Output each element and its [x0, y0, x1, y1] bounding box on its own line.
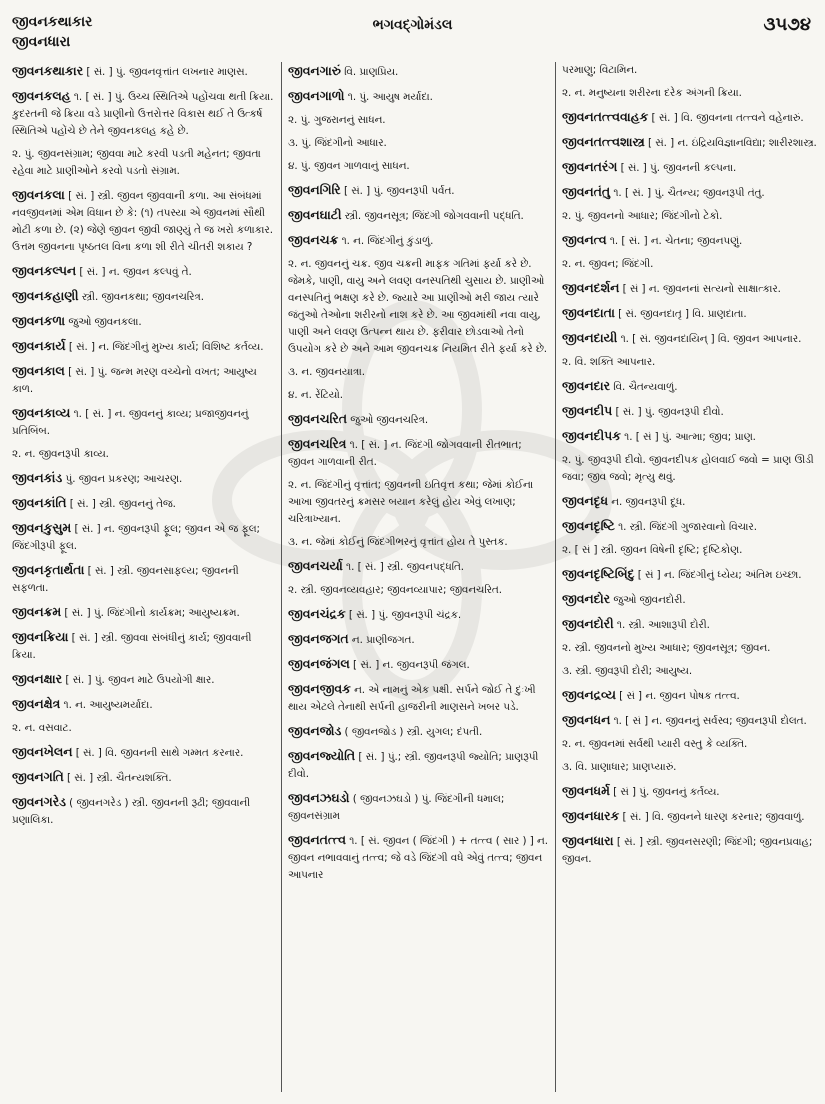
dictionary-entry	[288, 62, 548, 81]
dictionary-entry	[288, 87, 548, 106]
dictionary-entry	[288, 680, 548, 716]
dictionary-entry	[562, 663, 818, 680]
dictionary-entry	[562, 736, 818, 753]
entry-headword: જીવનજગત	[288, 631, 349, 646]
entry-definition: [ સં. ] પું. જન્મ મરણ વચ્ચેનો વખત; આયુષ્ય કાળ.	[12, 366, 257, 395]
entry-definition: ૩. ન. જીવનયાત્રા.	[288, 366, 366, 378]
entry-definition: સ્ત્રી. જીવનકથા; જીવનચરિત્ર.	[78, 291, 205, 303]
entry-headword: જીવનદીપ	[562, 403, 613, 418]
dictionary-entry	[562, 640, 818, 657]
entry-definition: [ સં. ] પું. જીવનવૃત્તાંત લખનાર માણસ.	[83, 66, 248, 78]
dictionary-entry	[288, 256, 548, 358]
entry-headword: જીવનક્ષાર	[12, 671, 63, 686]
dictionary-entry	[288, 722, 548, 741]
entry-definition: [ સં ] ન. જીવનનાં સત્યનો સાક્ષાત્કાર.	[619, 283, 781, 295]
entry-definition: [ સં ] પું. જીવનનું કર્તવ્ય.	[609, 786, 720, 798]
dictionary-entry	[562, 354, 818, 371]
dictionary-entry	[562, 304, 818, 323]
entry-definition: [ સં. ] વિ. જીવનની સાથે ગમ્મત કરનાર.	[72, 747, 244, 759]
dictionary-entry	[288, 831, 548, 884]
entry-headword: જીવનદાર	[562, 378, 611, 393]
dictionary-entry	[562, 133, 818, 152]
dictionary-entry	[12, 793, 274, 829]
entry-definition: ૨. ન. જીવન; જિંદગી.	[562, 258, 654, 270]
entry-definition: [ સં. ] ન. ઇંદ્રિયવિજ્ઞાનવિદ્યા; શારીરશાસ્ત્ર.	[644, 137, 817, 149]
entry-headword: જીવનઝઘડો	[288, 790, 350, 805]
entry-headword: જીવનકાલ	[12, 363, 65, 378]
dictionary-entry	[12, 362, 274, 398]
dictionary-entry	[12, 768, 274, 787]
dictionary-entry	[12, 494, 274, 513]
entry-definition: ૨. પું. જીવનનો આધાર; જિંદગીનો ટેકો.	[562, 210, 723, 222]
dictionary-entry	[288, 789, 548, 825]
dictionary-entry	[12, 186, 274, 256]
entry-definition: [ સં. ] પું.; સ્ત્રી. જીવનરૂપી જ્યોતિ; પ્રાણરૂપી દીવો.	[288, 751, 539, 780]
entry-headword: જીવનદાયી	[562, 330, 618, 345]
entry-definition: સ્ત્રી. જીવનસૂત્ર; જિંદગી જોગવવાની પદ્ધતિ.	[341, 210, 524, 222]
dictionary-entry	[562, 427, 818, 446]
entry-definition: ૨. ન. મનુષ્યના શરીરના દરેક અંગની ક્રિયા.	[562, 87, 742, 99]
dictionary-entry	[288, 387, 548, 404]
entry-headword: જીવનજંગલ	[288, 656, 350, 671]
dictionary-entry	[562, 62, 818, 79]
entry-headword: જીવનદૃષ્ટિ	[562, 518, 615, 533]
entry-definition: ૨. ન. જીવનમાં સર્વથી પ્યારી વસ્તુ કે વ્યક્તિ.	[562, 738, 748, 750]
dictionary-entry	[562, 517, 818, 536]
dictionary-entry	[288, 534, 548, 551]
entry-headword: જીવનજોડ	[288, 723, 342, 738]
entry-definition: ૧. ન. આયુષ્યમર્યાદા.	[60, 699, 153, 711]
entry-definition: [ સં. ] પું. જીવનની કલ્પના.	[617, 162, 737, 174]
entry-definition: [ સં. ] ન. જીવન કલ્પવું તે.	[76, 266, 192, 278]
entry-headword: જીવનદોરી	[562, 616, 614, 631]
entry-headword: જીવનત્વ	[562, 232, 607, 247]
dictionary-entry	[12, 87, 274, 140]
entry-definition: ૧. ન. જિંદગીનું કુંડાળું.	[338, 235, 434, 247]
dictionary-entry	[12, 262, 274, 281]
entry-headword: જીવનદ્રવ્ય	[562, 687, 616, 702]
entry-definition: [ સં. ] ન. જિંદગીનું મુખ્ય કાર્ય; વિશિષ્ટ કર્તવ્ય.	[65, 341, 264, 353]
dictionary-entry	[12, 603, 274, 622]
column-2	[288, 62, 548, 1098]
entry-headword: જીવનજ્યોતિ	[288, 748, 356, 763]
entry-definition: [ સં. જીવનદાતૃ ] વિ. પ્રાણદાતા.	[614, 308, 747, 320]
dictionary-entry	[562, 686, 818, 705]
entry-definition: ( જીવનઝઘડો ) પું. જિંદગીની ધમાલ; જીવનસંગ્રામ	[288, 793, 505, 822]
entry-definition: [ સં ] ન. જીવન પોષક તત્ત્વ.	[615, 690, 740, 702]
page-number: ૩૫૭૪	[763, 14, 811, 35]
dictionary-entry	[562, 615, 818, 634]
entry-definition: ૧. [ સં. ] પું. ઉચ્ચ સ્થિતિએ પહોંચવા થતી ક્રિયા. કુદરતની જે ક્રિયા વડે પ્રાણીનો ઉત્તરોત્તર વિકાસ થઈ તે ઉત્કર્ષ સ્થિતિએ પહોંચે છે તેને જીવનકલહ કહે છે.	[12, 91, 274, 137]
entry-headword: જીવનચર્યા	[288, 558, 343, 573]
entry-definition: [ સં. ] સ્ત્રી. જીવન જીવવાની કળા. આ સંબંધમાં નવજીવનમાં એમ વિધાન છે કે: (૧) તપસ્યા એ જીવનમાં સૌથી મોટી કળા છે. (૨) જેણે જીવન જીવી જાણ્યું તે જ ખરો કળાકાર. ઉત્તમ જીવનના પૃષ્ઠતલ વિના કળા શી રીતે ચીતરી શકાય ?	[12, 190, 274, 253]
entry-definition: [ સં. ] સ્ત્રી. જીવવા સંબંધીનું કાર્ય; જીવવાની ક્રિયા.	[12, 632, 252, 661]
dictionary-entry	[562, 329, 818, 348]
dictionary-entry	[562, 452, 818, 486]
guide-word-bottom: જીવનધારા	[12, 34, 71, 50]
dictionary-entry	[562, 590, 818, 609]
entry-definition: પરમાણુ; વિટામિન.	[562, 64, 638, 76]
entry-headword: જીવનદૃષ્ટિબિંદુ	[562, 566, 635, 581]
entry-definition: ( જીવનગરેડ ) સ્ત્રી. જીવનની રૂઢી; જીવવાની પ્રણાલિકા.	[12, 797, 251, 826]
entry-headword: જીવનતત્ત્વ	[288, 832, 346, 847]
dictionary-entry	[288, 364, 548, 381]
dictionary-entry	[12, 670, 274, 689]
entry-definition: ૨. પું. જીવરૂપી દીવો. જીવનદીપક હોલવાઈ જવો = પ્રાણ ઊડી જવા; જીવ જવો; મૃત્યુ થવું.	[562, 454, 814, 483]
entry-headword: જીવનકાંતિ	[12, 495, 67, 510]
dictionary-entry	[562, 807, 818, 826]
dictionary-entry	[562, 279, 818, 298]
dictionary-entry	[562, 759, 818, 776]
entry-headword: જીવનતંતુ	[562, 184, 611, 199]
guide-word-top: જીવનકથાકાર	[12, 14, 93, 30]
entry-headword: જીવનધારા	[562, 833, 614, 848]
entry-headword: જીવનતરંગ	[562, 159, 618, 174]
entry-headword: જીવનગતિ	[12, 769, 64, 784]
dictionary-entry	[562, 231, 818, 250]
dictionary-entry	[288, 557, 548, 576]
dictionary-entry	[12, 628, 274, 664]
entry-headword: જીવનચંદ્રક	[288, 606, 346, 621]
dictionary-entry	[12, 446, 274, 463]
entry-headword: જીવનગિરિ	[288, 182, 341, 197]
entry-definition: [ સં ] ન. જિંદગીનું ધ્યેય; અંતિમ ઇચ્છા.	[634, 569, 802, 581]
entry-headword: જીવનદર્શન	[562, 280, 620, 295]
entry-definition: ૧. [ સં. ] ન. જીવનનું કાવ્ય; પ્રજાજીવનનું પ્રતિબિંબ.	[12, 408, 249, 437]
column-1	[12, 62, 274, 1098]
entry-headword: જીવનગરેડ	[12, 794, 66, 809]
entry-definition: ન. જીવનરૂપી દૂધ.	[608, 496, 686, 508]
entry-definition: ૨. પું. ગુજરાનનું સાધન.	[288, 114, 386, 126]
entry-headword: જીવનકથાકાર	[12, 63, 84, 78]
entry-headword: જીવનકુસુમ	[12, 520, 72, 535]
entry-headword: જીવનધર્મ	[562, 783, 610, 798]
entry-headword: જીવનદાતા	[562, 305, 615, 320]
entry-headword: જીવનદીપક	[562, 428, 621, 443]
entry-definition: ૪. ન. રેંટિયો.	[288, 389, 344, 401]
entry-headword: જીવનગારું	[288, 63, 341, 78]
dictionary-entry	[12, 404, 274, 440]
entry-definition: ૧. [ સં ] પું. આત્મા; જીવ; પ્રાણ.	[620, 431, 756, 443]
entry-definition: [ સં. ] પું. જીવનરૂપી પર્વત.	[340, 185, 455, 197]
entry-definition: [ સં. ] પું. જીવનરૂપી દીવો.	[612, 406, 724, 418]
dictionary-columns	[12, 62, 818, 1098]
dictionary-entry	[288, 135, 548, 152]
entry-definition: ૩. પું. જિંદગીનો આધાર.	[288, 137, 387, 149]
entry-definition: ૨. ન. જીવનરૂપી કાવ્ય.	[12, 448, 109, 460]
entry-definition: [ સં. ] પું. જિંદગીનો કાર્યક્રમ; આયુષ્યક્રમ.	[61, 607, 240, 619]
entry-definition: ન. પ્રાણીજગત.	[348, 634, 415, 646]
entry-headword: જીવનગાળો	[288, 88, 345, 103]
entry-headword: જીવનકહાણી	[12, 288, 79, 303]
dictionary-entry	[288, 112, 548, 129]
entry-definition: ૨. ન. જીવનનું ચક્ર. જીવ ચક્રની માફક ગતિમાં ફર્યા કરે છે. જેમકે, પાણી, વાયુ અને લવણ વનસ્પતિથી ચુસાય છે. પ્રાણીઓ વનસ્પતિનું ભક્ષણ કરે છે. જ્યારે આ પ્રાણીઓ મરી જાય ત્યારે જંતુઓ તેઓના શરીરનો નાશ કરે છે. આ જીવમાંથી નવા વાયુ, પાણી અને લવણ ઉત્પન્ન થાય છે. ફરીવાર છોડવાઓ તેનો ઉપયોગ કરે છે અને આમ જીવનચક્ર નિયમિત રીતે ફર્યા કરે છે.	[288, 258, 548, 355]
entry-definition: ૧. પું. આયુષ મર્યાદા.	[344, 91, 433, 103]
dictionary-entry	[562, 832, 818, 868]
entry-headword: જીવનકાવ્ય	[12, 405, 71, 420]
dictionary-entry	[288, 435, 548, 471]
dictionary-entry	[288, 582, 548, 599]
entry-definition: [ સં. ] સ્ત્રી. જીવનનું તેજ.	[66, 498, 176, 510]
entry-definition: ૧. [ સં. ] ન. ચેતના; જીવનપણું.	[606, 235, 743, 247]
entry-definition: [ સં. ] પું. જીવન માટે ઉપયોગી ક્ષાર.	[62, 674, 215, 686]
dictionary-entry	[562, 402, 818, 421]
entry-definition: [ સં. ] વિ. જીવનને ધારણ કરનાર; જીવવાળું.	[619, 811, 805, 823]
entry-definition: ૨. સ્ત્રી. જીવનવ્યવહાર; જીવનવ્યાપાર; જીવનચરિત.	[288, 584, 502, 596]
entry-definition: ૧. [ સં ] ન. જીવનનું સર્વસ્વ; જીવનરૂપી દોલત.	[610, 715, 807, 727]
entry-definition: [ સં. ] સ્ત્રી. ચૈતન્યશક્તિ.	[63, 772, 172, 784]
entry-definition: ૪. પું. જીવન ગાળવાનું સાધન.	[288, 160, 410, 172]
running-title: ભગવદ્ગોમંડલ	[372, 17, 453, 33]
entry-definition: ૧. [ સં. જીવનદાયિન્ ] વિ. જીવન આપનાર.	[617, 333, 802, 345]
entry-headword: જીવનતત્ત્વશાસ્ત્ર	[562, 134, 645, 149]
entry-definition: ન. એ નામનું એક પક્ષી. સર્પને જોઈ તે દુઃખી થાય એટલે તેનાથી સર્પની હાજરીની માણસને ખબર પડે.	[288, 684, 536, 713]
dictionary-entry	[12, 743, 274, 762]
dictionary-entry	[12, 720, 274, 737]
dictionary-entry	[562, 565, 818, 584]
dictionary-entry	[12, 287, 274, 306]
entry-headword: જીવનક્રમ	[12, 604, 62, 619]
entry-definition: ૧. [ સં. જીવન ( જિંદગી ) + તત્ત્વ ( સાર ) ] ન. જીવન નભાવવાનું તત્ત્વ; જે વડે જિંદગી વધે એવું તત્ત્વ; જીવન આપનાર	[288, 835, 548, 881]
dictionary-entry	[562, 377, 818, 396]
entry-headword: જીવનકળા	[12, 313, 66, 328]
dictionary-entry	[288, 655, 548, 674]
entry-headword: જીવનકલા	[12, 187, 65, 202]
entry-headword: જીવનચક્ર	[288, 232, 339, 247]
entry-definition: ૨. પું. જીવનસંગ્રામ; જીવવા માટે કરવી પડતી મહેનત; જીવતા રહેવા માટે પ્રાણીઓને કરવો પડતો સંગ્રામ.	[12, 148, 261, 177]
dictionary-entry	[288, 181, 548, 200]
entry-definition: ( જીવનજોડ ) સ્ત્રી. યુગલ; દંપતી.	[341, 726, 483, 738]
entry-headword: જીવનખેલન	[12, 744, 73, 759]
dictionary-entry	[562, 183, 818, 202]
entry-headword: જીવનક્રિયા	[12, 629, 69, 644]
entry-headword: જીવનઘાટી	[288, 207, 342, 222]
entry-definition: [ સં. ] પું. જીવનરૂપી ચંદ્રક.	[345, 609, 462, 621]
entry-definition: [ સં. ] વિ. જીવનના તત્ત્વને વહેનારું.	[648, 112, 804, 124]
dictionary-entry	[12, 312, 274, 331]
dictionary-entry	[12, 62, 274, 81]
entry-headword: જીવનચરિત	[288, 411, 347, 426]
dictionary-entry	[288, 206, 548, 225]
entry-definition: ૧. [ સં. ] ન. જિંદગી જોગવવાની રીતભાત; જીવન ગાળવાની રીત.	[288, 439, 522, 468]
entry-definition: ૩. ન. જેમાં કોઈનું જિંદગીભરનું વૃત્તાંત હોય તે પુસ્તક.	[288, 536, 508, 548]
entry-definition: ૨. [ સં ] સ્ત્રી. જીવન વિષેની દૃષ્ટિ; દૃષ્ટિકોણ.	[562, 544, 743, 556]
dictionary-entry	[562, 492, 818, 511]
dictionary-entry	[288, 410, 548, 429]
entry-definition: ૧. સ્ત્રી. આશારૂપી દોરી.	[613, 619, 710, 631]
dictionary-entry	[288, 158, 548, 175]
entry-headword: જીવનચરિત્ર	[288, 436, 347, 451]
entry-definition: ૨. સ્ત્રી. જીવનનો મુખ્ય આધાર; જીવનસૂત્ર; જીવન.	[562, 642, 771, 654]
dictionary-entry	[562, 782, 818, 801]
dictionary-entry	[12, 146, 274, 180]
dictionary-entry	[288, 630, 548, 649]
entry-definition: ૧. સ્ત્રી. જિંદગી ગુજારવાનો વિચાર.	[614, 521, 757, 533]
column-3	[562, 62, 818, 1098]
dictionary-entry	[12, 469, 274, 488]
dictionary-entry	[562, 208, 818, 225]
dictionary-entry	[12, 561, 274, 597]
entry-headword: જીવનદોર	[562, 591, 611, 606]
entry-definition: વિ. પ્રાણપ્રિય.	[340, 66, 399, 78]
dictionary-entry	[562, 85, 818, 102]
dictionary-entry	[12, 695, 274, 714]
entry-definition: જુઓ જીવનકલા.	[65, 316, 142, 328]
page-header	[0, 0, 825, 60]
dictionary-entry	[562, 158, 818, 177]
entry-definition: ૧. [ સં. ] સ્ત્રી. જીવનપદ્ધતિ.	[342, 561, 465, 573]
entry-definition: ૨. ન. વસવાટ.	[12, 722, 72, 734]
dictionary-entry	[562, 256, 818, 273]
dictionary-entry	[12, 337, 274, 356]
entry-definition: ૧. [ સં. ] પું. ચૈતન્ય; જીવનરૂપી તંતુ.	[610, 187, 765, 199]
entry-headword: જીવનદૃધ	[562, 493, 609, 508]
entry-definition: પું. જીવન પ્રકરણ; આચરણ.	[62, 473, 183, 485]
entry-definition: [ સં. ] સ્ત્રી. જીવનસરણી; જિંદગી; જીવનપ્રવાહ; જીવન.	[562, 836, 813, 865]
dictionary-entry	[288, 231, 548, 250]
entry-definition: ૩. સ્ત્રી. જીવરૂપી દોરી; આયુષ્ય.	[562, 665, 693, 677]
entry-headword: જીવનક્ષેત્ર	[12, 696, 61, 711]
entry-definition: જુઓ જીવનદોરી.	[610, 594, 686, 606]
dictionary-entry	[562, 711, 818, 730]
dictionary-entry	[12, 519, 274, 555]
entry-headword: જીવનતત્ત્વવાહક	[562, 109, 649, 124]
entry-definition: ૨. વિ. શક્તિ આપનાર.	[562, 356, 656, 368]
entry-definition: વિ. ચૈતન્યવાળું.	[610, 381, 678, 393]
entry-headword: જીવનકાંડ	[12, 470, 63, 485]
entry-definition: જુઓ જીવનચરિત્ર.	[346, 414, 429, 426]
entry-headword: જીવનકલહ	[12, 88, 71, 103]
entry-headword: જીવનકાર્ય	[12, 338, 66, 353]
entry-headword: જીવનધારક	[562, 808, 620, 823]
dictionary-entry	[288, 605, 548, 624]
entry-headword: જીવનજીવક	[288, 681, 351, 696]
dictionary-entry	[562, 542, 818, 559]
entry-headword: જીવનકૃતાર્થતા	[12, 562, 85, 577]
entry-definition: ૨. ન. જિંદગીનું વૃત્તાંત; જીવનની ઇતિવૃત્ત કથા; જેમાં કોઈના આખા જીવતરનું ક્રમસર બયાન કરેલું હોય એવું લખાણ; ચરિત્રાખ્યાન.	[288, 479, 534, 525]
dictionary-entry	[562, 108, 818, 127]
entry-headword: જીવનધન	[562, 712, 611, 727]
entry-definition: [ સં. ] સ્ત્રી. જીવનસાફલ્ય; જીવનની સફળતા.	[12, 565, 239, 594]
dictionary-entry	[288, 747, 548, 783]
dictionary-entry	[288, 477, 548, 528]
entry-headword: જીવનકલ્પન	[12, 263, 77, 278]
entry-definition: [ સં. ] ન. જીવનરૂપી જંગલ.	[349, 659, 470, 671]
entry-definition: ૩. વિ. પ્રાણાધાર; પ્રાણપ્યારું.	[562, 761, 677, 773]
entry-definition: [ સં. ] ન. જીવનરૂપી ફૂલ; જીવન એ જ ફૂલ; જિંદગીરૂપી ફૂલ.	[12, 523, 261, 552]
